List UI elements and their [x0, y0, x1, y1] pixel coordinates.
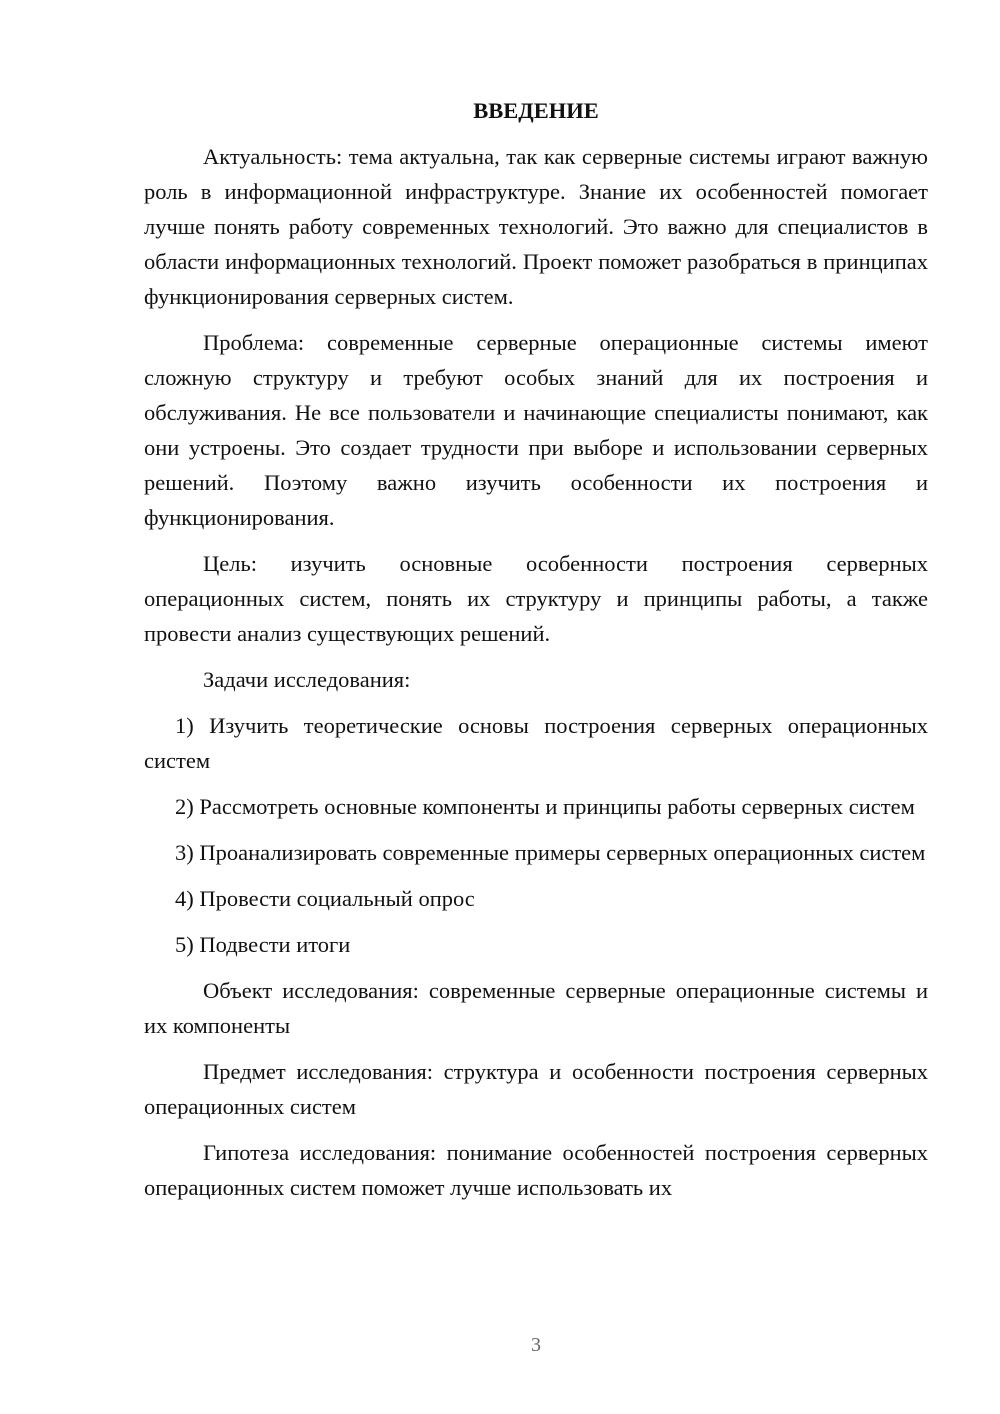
- task-item-3: 3) Проанализировать современные примеры серверных операционных систем: [175, 840, 926, 865]
- section-title: ВВЕДЕНИЕ: [473, 98, 599, 123]
- task-item-1: 1) Изучить теоретические основы построения серверных операционных систем: [144, 713, 928, 773]
- task-item-2: 2) Рассмотреть основные компоненты и принципы работы серверных систем: [175, 794, 915, 819]
- page-number: 3: [531, 1334, 541, 1356]
- document-body: [144, 93, 928, 1205]
- relevance-paragraph: Актуальность: тема актуальна, так как серверные системы играют важную роль в информационной инфраструктуре. Знание их особенностей помогает лучше понять работу современных технологий. Это важно для специалистов в области информационных технологий. Проект поможет разобраться в принципах функционирования серверных систем.: [144, 144, 928, 309]
- research-object-paragraph: Объект исследования: современные серверные операционные системы и их компоненты: [144, 978, 928, 1038]
- task-item-4: 4) Провести социальный опрос: [175, 886, 475, 911]
- research-subject-paragraph: Предмет исследования: структура и особенности построения серверных операционных систем: [144, 1059, 928, 1119]
- task-item-5: 5) Подвести итоги: [175, 932, 351, 957]
- hypothesis-paragraph: Гипотеза исследования: понимание особенностей построения серверных операционных систем поможет лучше использовать их: [144, 1140, 928, 1200]
- goal-paragraph: Цель: изучить основные особенности построения серверных операционных систем, понять их структуру и принципы работы, а также провести анализ существующих решений.: [144, 551, 928, 646]
- tasks-heading: Задачи исследования:: [203, 667, 411, 692]
- problem-paragraph: Проблема: современные серверные операционные системы имеют сложную структуру и требуют особых знаний для их построения и обслуживания. Не все пользователи и начинающие специалисты понимают, как они устроены. Это создает трудности при выборе и использовании серверных решений. Поэтому важно изучить особенности их построения и функционирования.: [144, 330, 928, 530]
